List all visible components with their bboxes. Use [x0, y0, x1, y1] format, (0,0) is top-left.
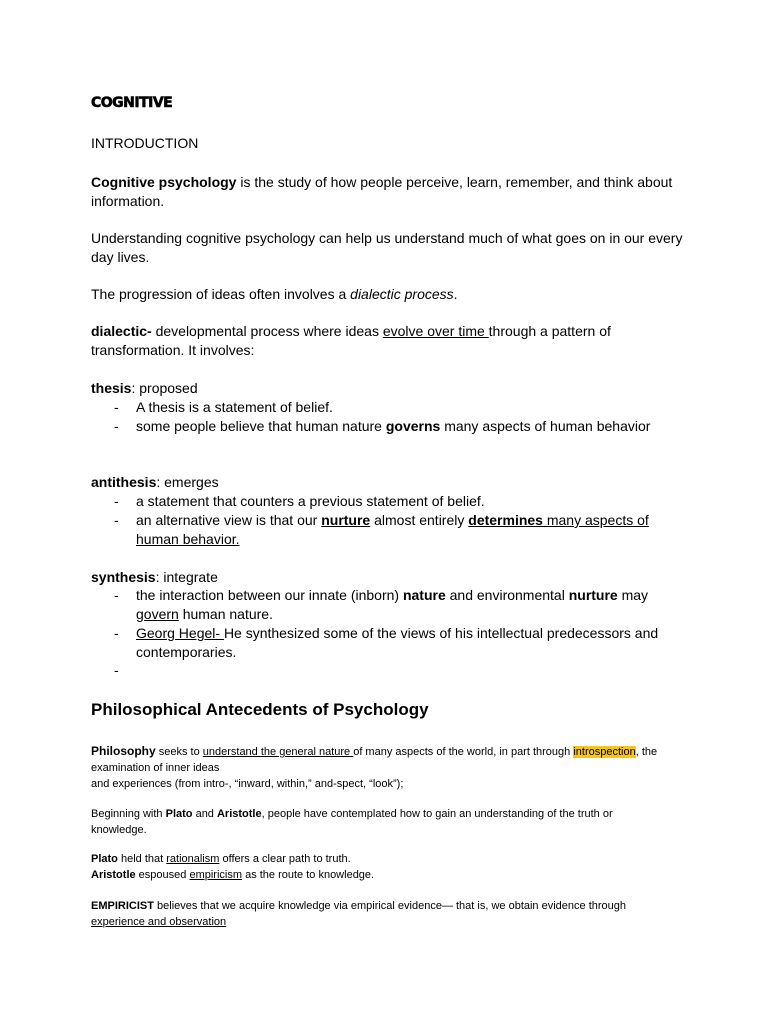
text: A thesis is a statement of belief. [136, 399, 333, 415]
text: of many aspects of the world, in part through [353, 746, 574, 758]
section-heading: Philosophical Antecedents of Psychology [91, 700, 429, 719]
text: a statement that counters a previous statement of belief. [136, 493, 485, 509]
underlined-text: experience and observation [91, 916, 227, 928]
text: as the route to knowledge. [242, 869, 375, 881]
list-marker: - [114, 399, 119, 415]
term-philosophy: Philosophy [91, 744, 156, 758]
term-plato: Plato [165, 808, 193, 820]
text: is the study of how people perceive, learn, remember, and think about [236, 174, 673, 190]
underlined-text: understand the general nature [202, 746, 354, 758]
text: He synthesized some of the views of his intellectual predecessors and [223, 625, 659, 641]
text: the interaction between our innate (inborn) [136, 587, 403, 603]
term-aristotle: Aristotle [91, 869, 136, 881]
underlined-text: govern [136, 606, 179, 622]
text: information. [91, 193, 165, 209]
antithesis-heading [91, 473, 219, 492]
underlined-text: Georg Hegel- [136, 625, 224, 641]
term-aristotle: Aristotle [216, 808, 262, 820]
text: The progression of ideas often involves a [91, 286, 351, 302]
list-item [114, 492, 485, 511]
paragraph-beginning [91, 806, 613, 838]
paragraph-plato [91, 851, 374, 883]
text: human nature. [178, 606, 273, 622]
text: offers a clear path to truth. [219, 853, 351, 865]
text: an alternative view is that our [136, 512, 322, 528]
text: : integrate [155, 569, 218, 585]
underlined-text: empiricism [189, 869, 243, 881]
list-marker: - [114, 512, 119, 528]
text: believes that we acquire knowledge via empirical evidence— that is, we obtain evidence through [153, 900, 627, 912]
text: seeks to [155, 746, 203, 758]
text: knowledge. [91, 824, 147, 836]
list-item [114, 586, 649, 624]
list-marker: - [114, 587, 119, 603]
text: Beginning with [91, 808, 166, 820]
text: : proposed [131, 380, 198, 396]
intro-heading: INTRODUCTION [91, 135, 199, 151]
term-synthesis: synthesis [91, 569, 156, 585]
text: : emerges [156, 474, 219, 490]
bold-underlined-term: determines [468, 512, 543, 528]
underlined-text: evolve over time [382, 323, 489, 339]
paragraph-dialectic [91, 322, 611, 360]
underlined-text: human behavior. [136, 531, 240, 547]
bold-term: nurture [568, 587, 618, 603]
list-marker: - [114, 662, 119, 678]
text: developmental process where ideas [151, 323, 383, 339]
underlined-text: many aspects of [542, 512, 649, 528]
highlighted-text: introspection [573, 746, 636, 758]
term-plato: Plato [91, 853, 118, 865]
text: espoused [135, 869, 190, 881]
term-empiricist: EMPIRICIST [91, 900, 154, 912]
text: day lives. [91, 249, 150, 265]
synthesis-heading [91, 568, 218, 587]
list-item [114, 624, 659, 662]
italic-term: dialectic process [350, 286, 454, 302]
paragraph-definition [91, 173, 672, 211]
text: and experiences (from intro-, “inward, within,” and-spect, “look”); [91, 778, 404, 790]
bold-term: nature [402, 587, 446, 603]
text: held that [117, 853, 167, 865]
list-marker: - [114, 625, 119, 641]
term-dialectic: dialectic- [91, 323, 152, 339]
text: , the [635, 746, 658, 758]
term-cognitive-psychology: Cognitive psychology [91, 174, 237, 190]
text: almost entirely [370, 512, 469, 528]
paragraph-progression [91, 285, 458, 304]
term-antithesis: antithesis [91, 474, 157, 490]
text: . [453, 286, 458, 302]
bold-underlined-term: nurture [321, 512, 371, 528]
list-marker: - [114, 418, 119, 434]
document-title: COGNITIVE [91, 95, 173, 111]
text: transformation. It involves: [91, 342, 255, 358]
text: may [617, 587, 649, 603]
list-marker: - [114, 493, 119, 509]
text: Understanding cognitive psychology can help us understand much of what goes on in our every [91, 230, 683, 246]
text: and environmental [445, 587, 569, 603]
list-item [114, 511, 649, 549]
underlined-text: rationalism [166, 853, 220, 865]
text: contemporaries. [136, 644, 237, 660]
paragraph-philosophy [91, 743, 691, 792]
text: many aspects of human behavior [440, 418, 651, 434]
bold-term: governs [385, 418, 441, 434]
text: some people believe that human nature [136, 418, 386, 434]
paragraph-empiricist [91, 898, 626, 930]
list-item [114, 398, 333, 417]
thesis-heading [91, 379, 198, 398]
text: through a pattern of [488, 323, 611, 339]
text: and [192, 808, 217, 820]
list-item [114, 417, 651, 436]
paragraph-understanding [91, 229, 682, 267]
text: examination of inner ideas [91, 762, 220, 774]
term-thesis: thesis [91, 380, 132, 396]
text: , people have contemplated how to gain an understanding of the truth or [261, 808, 613, 820]
